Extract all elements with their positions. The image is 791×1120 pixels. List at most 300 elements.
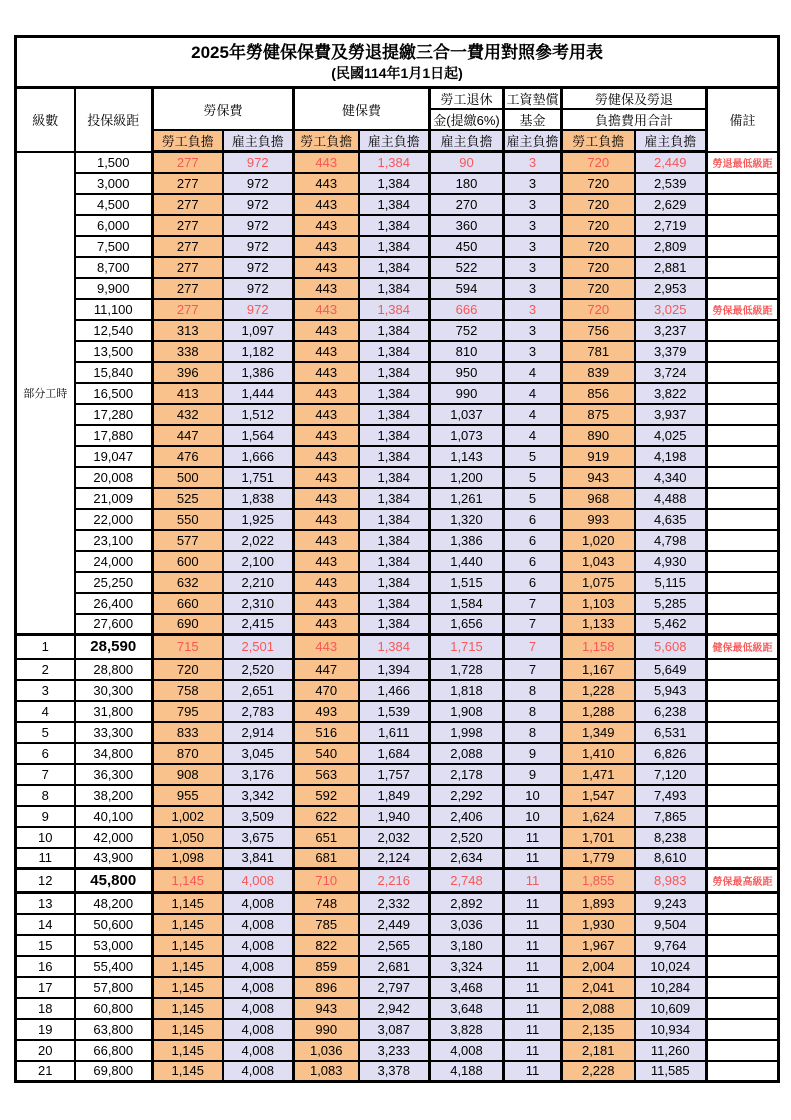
bracket-cell: 53,000: [75, 935, 153, 956]
bracket-cell: 13,500: [75, 341, 153, 362]
fee-cell: 277: [153, 194, 223, 215]
fee-cell: 1,145: [153, 1061, 223, 1082]
table-row: [16, 383, 779, 404]
fee-cell: 2,332: [359, 893, 430, 914]
fee-cell: 943: [294, 998, 359, 1019]
remark-cell: [707, 1040, 779, 1061]
fee-cell: 8: [504, 680, 562, 701]
fee-cell: 443: [294, 383, 359, 404]
fee-cell: 1,145: [153, 956, 223, 977]
bracket-cell: 3,000: [75, 173, 153, 194]
fee-cell: 4,008: [223, 869, 294, 893]
bracket-cell: 24,000: [75, 551, 153, 572]
fee-cell: 3,724: [635, 362, 707, 383]
col-header-wage-fund-line1: 工資墊償: [504, 88, 562, 110]
bracket-cell: 11,100: [75, 299, 153, 320]
fee-cell: 972: [223, 152, 294, 173]
fee-cell: 972: [223, 194, 294, 215]
fee-cell: 10: [504, 806, 562, 827]
fee-cell: 4,008: [223, 935, 294, 956]
fee-cell: 1,384: [359, 278, 430, 299]
fee-cell: 3,828: [430, 1019, 504, 1040]
fee-cell: 2,942: [359, 998, 430, 1019]
fee-cell: 833: [153, 722, 223, 743]
table-row: [16, 320, 779, 341]
fee-cell: 3,342: [223, 785, 294, 806]
remark-cell: [707, 530, 779, 551]
fee-cell: 9: [504, 764, 562, 785]
fee-cell: 810: [430, 341, 504, 362]
fee-cell: 592: [294, 785, 359, 806]
fee-cell: 443: [294, 257, 359, 278]
remark-cell: [707, 467, 779, 488]
fee-cell: 2,501: [223, 635, 294, 659]
fee-cell: 277: [153, 173, 223, 194]
fee-cell: 1,701: [562, 827, 635, 848]
fee-cell: 540: [294, 743, 359, 764]
fee-cell: 1,444: [223, 383, 294, 404]
fee-cell: 972: [223, 278, 294, 299]
fee-cell: 7: [504, 614, 562, 635]
fee-cell: 11: [504, 869, 562, 893]
fee-cell: 1,200: [430, 467, 504, 488]
fee-cell: 896: [294, 977, 359, 998]
fee-cell: 1,930: [562, 914, 635, 935]
fee-cell: 2,210: [223, 572, 294, 593]
fee-cell: 8: [504, 701, 562, 722]
fee-cell: 3: [504, 236, 562, 257]
fee-cell: 950: [430, 362, 504, 383]
fee-cell: 5,115: [635, 572, 707, 593]
fee-cell: 2,881: [635, 257, 707, 278]
fee-cell: 4,340: [635, 467, 707, 488]
table-row: [16, 764, 779, 785]
fee-cell: 5,649: [635, 659, 707, 680]
table-row: [16, 1040, 779, 1061]
fee-cell: 1,818: [430, 680, 504, 701]
remark-cell: [707, 977, 779, 998]
fee-cell: 3,036: [430, 914, 504, 935]
fee-cell: 666: [430, 299, 504, 320]
level-cell: 7: [16, 764, 75, 785]
fee-cell: 11: [504, 977, 562, 998]
fee-cell: 795: [153, 701, 223, 722]
level-cell: 8: [16, 785, 75, 806]
fee-cell: 7,865: [635, 806, 707, 827]
fee-cell: 5: [504, 446, 562, 467]
table-row: [16, 593, 779, 614]
fee-table: [14, 35, 780, 1083]
fee-cell: 8,238: [635, 827, 707, 848]
fee-cell: 6,238: [635, 701, 707, 722]
bracket-cell: 42,000: [75, 827, 153, 848]
fee-cell: 5,285: [635, 593, 707, 614]
fee-cell: 277: [153, 299, 223, 320]
fee-cell: 2,415: [223, 614, 294, 635]
remark-cell: [707, 614, 779, 635]
fee-cell: 90: [430, 152, 504, 173]
col-header-bracket: 投保級距: [75, 88, 153, 152]
fee-cell: 4,798: [635, 530, 707, 551]
fee-cell: 360: [430, 215, 504, 236]
fee-cell: 2,292: [430, 785, 504, 806]
fee-cell: 1,384: [359, 446, 430, 467]
fee-cell: 972: [223, 236, 294, 257]
fee-cell: 443: [294, 530, 359, 551]
remark-cell: [707, 743, 779, 764]
fee-cell: 1,967: [562, 935, 635, 956]
remark-cell: [707, 680, 779, 701]
fee-cell: 1,384: [359, 257, 430, 278]
fee-cell: 3,648: [430, 998, 504, 1019]
fee-cell: 2,449: [359, 914, 430, 935]
fee-cell: 5,462: [635, 614, 707, 635]
bracket-cell: 12,540: [75, 320, 153, 341]
fee-cell: 4,008: [223, 956, 294, 977]
remark-cell: [707, 1061, 779, 1082]
fee-cell: 2,088: [430, 743, 504, 764]
fee-cell: 443: [294, 635, 359, 659]
fee-cell: 443: [294, 404, 359, 425]
fee-cell: 5: [504, 467, 562, 488]
fee-cell: 1,925: [223, 509, 294, 530]
fee-cell: 748: [294, 893, 359, 914]
remark-cell: [707, 827, 779, 848]
fee-cell: 2,748: [430, 869, 504, 893]
fee-cell: 3: [504, 278, 562, 299]
remark-cell: 健保最低級距: [707, 635, 779, 659]
fee-cell: 3: [504, 194, 562, 215]
fee-cell: 3: [504, 341, 562, 362]
fee-cell: 1,145: [153, 1019, 223, 1040]
fee-cell: 720: [562, 257, 635, 278]
fee-cell: 4: [504, 383, 562, 404]
col-header-wage-fund-line2: 基金: [504, 109, 562, 130]
fee-cell: 9,243: [635, 893, 707, 914]
fee-cell: 1,182: [223, 341, 294, 362]
table-row: [16, 278, 779, 299]
fee-cell: 3: [504, 299, 562, 320]
table-row: [16, 362, 779, 383]
fee-cell: 993: [562, 509, 635, 530]
fee-cell: 3,509: [223, 806, 294, 827]
table-row: [16, 998, 779, 1019]
fee-cell: 4,188: [430, 1061, 504, 1082]
fee-cell: 493: [294, 701, 359, 722]
fee-cell: 2,681: [359, 956, 430, 977]
fee-cell: 594: [430, 278, 504, 299]
fee-cell: 1,384: [359, 467, 430, 488]
fee-cell: 758: [153, 680, 223, 701]
table-row: [16, 446, 779, 467]
fee-cell: 11: [504, 914, 562, 935]
fee-cell: 443: [294, 593, 359, 614]
fee-cell: 4,008: [223, 1019, 294, 1040]
fee-cell: 443: [294, 278, 359, 299]
fee-cell: 1,145: [153, 935, 223, 956]
remark-cell: [707, 488, 779, 509]
remark-cell: [707, 425, 779, 446]
subheader-labor-worker: 勞工負擔: [153, 130, 223, 152]
fee-cell: 3,045: [223, 743, 294, 764]
subheader-total-employer: 雇主負擔: [635, 130, 707, 152]
bracket-cell: 30,300: [75, 680, 153, 701]
level-cell: 11: [16, 848, 75, 869]
fee-cell: 9,504: [635, 914, 707, 935]
remark-cell: [707, 806, 779, 827]
fee-cell: 470: [294, 680, 359, 701]
fee-cell: 752: [430, 320, 504, 341]
bracket-cell: 25,250: [75, 572, 153, 593]
bracket-cell: 28,590: [75, 635, 153, 659]
fee-cell: 6: [504, 530, 562, 551]
fee-cell: 1,547: [562, 785, 635, 806]
fee-cell: 443: [294, 362, 359, 383]
remark-cell: 勞保最高級距: [707, 869, 779, 893]
fee-cell: 1,998: [430, 722, 504, 743]
table-row: [16, 701, 779, 722]
fee-cell: 2,216: [359, 869, 430, 893]
fee-cell: 1,515: [430, 572, 504, 593]
remark-cell: [707, 194, 779, 215]
fee-cell: 972: [223, 299, 294, 320]
remark-cell: [707, 593, 779, 614]
fee-cell: 2,124: [359, 848, 430, 869]
fee-cell: 1,384: [359, 194, 430, 215]
fee-cell: 1,145: [153, 869, 223, 893]
bracket-cell: 21,009: [75, 488, 153, 509]
table-body: [16, 152, 779, 1082]
fee-cell: 1,838: [223, 488, 294, 509]
fee-cell: 443: [294, 488, 359, 509]
fee-cell: 2,719: [635, 215, 707, 236]
fee-cell: 1,103: [562, 593, 635, 614]
level-cell: 5: [16, 722, 75, 743]
remark-cell: [707, 551, 779, 572]
bracket-cell: 63,800: [75, 1019, 153, 1040]
bracket-cell: 34,800: [75, 743, 153, 764]
fee-cell: 447: [153, 425, 223, 446]
remark-cell: [707, 362, 779, 383]
remark-cell: 勞退最低級距: [707, 152, 779, 173]
fee-cell: 522: [430, 257, 504, 278]
fee-cell: 1,349: [562, 722, 635, 743]
remark-cell: [707, 341, 779, 362]
fee-cell: 720: [562, 215, 635, 236]
table-row: [16, 488, 779, 509]
fee-cell: 450: [430, 236, 504, 257]
remark-cell: [707, 659, 779, 680]
bracket-cell: 4,500: [75, 194, 153, 215]
bracket-cell: 17,280: [75, 404, 153, 425]
fee-cell: 2,565: [359, 935, 430, 956]
fee-cell: 890: [562, 425, 635, 446]
fee-cell: 277: [153, 278, 223, 299]
fee-cell: 1,384: [359, 173, 430, 194]
fee-cell: 1,624: [562, 806, 635, 827]
fee-cell: 1,145: [153, 1040, 223, 1061]
fee-cell: 5,608: [635, 635, 707, 659]
fee-cell: 2,032: [359, 827, 430, 848]
fee-cell: 2,310: [223, 593, 294, 614]
fee-cell: 781: [562, 341, 635, 362]
fee-cell: 720: [562, 236, 635, 257]
level-cell: 18: [16, 998, 75, 1019]
subheader-pension-employer: 雇主負擔: [430, 130, 504, 152]
fee-cell: 1,143: [430, 446, 504, 467]
level-cell: 14: [16, 914, 75, 935]
fee-cell: 1,228: [562, 680, 635, 701]
fee-cell: 972: [223, 257, 294, 278]
fee-cell: 432: [153, 404, 223, 425]
fee-cell: 875: [562, 404, 635, 425]
fee-cell: 7,493: [635, 785, 707, 806]
table-row: [16, 956, 779, 977]
subheader-total-worker: 勞工負擔: [562, 130, 635, 152]
fee-cell: 1,037: [430, 404, 504, 425]
table-row: [16, 785, 779, 806]
fee-cell: 856: [562, 383, 635, 404]
fee-cell: 720: [562, 299, 635, 320]
fee-cell: 516: [294, 722, 359, 743]
fee-cell: 1,386: [223, 362, 294, 383]
fee-cell: 972: [223, 215, 294, 236]
bracket-cell: 1,500: [75, 152, 153, 173]
fee-cell: 525: [153, 488, 223, 509]
fee-cell: 1,584: [430, 593, 504, 614]
bracket-cell: 57,800: [75, 977, 153, 998]
bracket-cell: 48,200: [75, 893, 153, 914]
col-header-pension-line2: 金(提繳6%): [430, 109, 504, 130]
bracket-cell: 23,100: [75, 530, 153, 551]
fee-cell: 1,384: [359, 635, 430, 659]
fee-cell: 660: [153, 593, 223, 614]
bracket-cell: 7,500: [75, 236, 153, 257]
fee-cell: 1,384: [359, 425, 430, 446]
title-row: [16, 37, 779, 88]
level-cell: 12: [16, 869, 75, 893]
remark-cell: [707, 173, 779, 194]
fee-cell: 11: [504, 1019, 562, 1040]
table-row: [16, 194, 779, 215]
fee-cell: 3,324: [430, 956, 504, 977]
fee-cell: 2,041: [562, 977, 635, 998]
remark-cell: [707, 320, 779, 341]
fee-cell: 10,284: [635, 977, 707, 998]
fee-cell: 2,004: [562, 956, 635, 977]
table-row: [16, 257, 779, 278]
bracket-cell: 6,000: [75, 215, 153, 236]
fee-cell: 1,145: [153, 998, 223, 1019]
fee-cell: 632: [153, 572, 223, 593]
fee-cell: 5,943: [635, 680, 707, 701]
bracket-cell: 16,500: [75, 383, 153, 404]
fee-cell: 3,379: [635, 341, 707, 362]
fee-cell: 8: [504, 722, 562, 743]
fee-cell: 1,145: [153, 914, 223, 935]
fee-cell: 11: [504, 827, 562, 848]
fee-cell: 1,158: [562, 635, 635, 659]
remark-cell: [707, 572, 779, 593]
fee-cell: 1,384: [359, 236, 430, 257]
fee-cell: 1,893: [562, 893, 635, 914]
fee-cell: 870: [153, 743, 223, 764]
remark-cell: [707, 785, 779, 806]
fee-cell: 4,008: [223, 977, 294, 998]
fee-cell: 3: [504, 320, 562, 341]
fee-cell: 338: [153, 341, 223, 362]
fee-cell: 2,629: [635, 194, 707, 215]
col-header-level: 級數: [16, 88, 75, 152]
fee-cell: 3: [504, 257, 562, 278]
level-cell: 10: [16, 827, 75, 848]
fee-cell: 1,002: [153, 806, 223, 827]
fee-cell: 1,167: [562, 659, 635, 680]
fee-cell: 3,025: [635, 299, 707, 320]
fee-cell: 651: [294, 827, 359, 848]
fee-cell: 443: [294, 299, 359, 320]
fee-cell: 2,181: [562, 1040, 635, 1061]
fee-cell: 6,826: [635, 743, 707, 764]
fee-cell: 943: [562, 467, 635, 488]
fee-cell: 1,097: [223, 320, 294, 341]
level-cell: 6: [16, 743, 75, 764]
remark-cell: [707, 764, 779, 785]
fee-cell: 4,008: [223, 1061, 294, 1082]
fee-cell: 6: [504, 572, 562, 593]
remark-cell: [707, 278, 779, 299]
fee-cell: 1,466: [359, 680, 430, 701]
fee-cell: 1,145: [153, 893, 223, 914]
fee-cell: 2,539: [635, 173, 707, 194]
subheader-wage-fund-employer: 雇主負擔: [504, 130, 562, 152]
table-row: [16, 977, 779, 998]
fee-cell: 8,983: [635, 869, 707, 893]
fee-cell: 1,656: [430, 614, 504, 635]
fee-cell: 955: [153, 785, 223, 806]
page-title: 2025年勞健保保費及勞退提繳三合一費用對照參考用表: [191, 43, 603, 62]
bracket-cell: 45,800: [75, 869, 153, 893]
fee-cell: 11: [504, 893, 562, 914]
col-header-total-line2: 負擔費用合計: [562, 109, 707, 130]
fee-cell: 443: [294, 236, 359, 257]
fee-cell: 756: [562, 320, 635, 341]
remark-cell: [707, 956, 779, 977]
fee-cell: 3,087: [359, 1019, 430, 1040]
bracket-cell: 20,008: [75, 467, 153, 488]
table-row: [16, 467, 779, 488]
bracket-cell: 50,600: [75, 914, 153, 935]
fee-cell: 1,384: [359, 509, 430, 530]
bracket-cell: 43,900: [75, 848, 153, 869]
fee-cell: 1,145: [153, 977, 223, 998]
fee-cell: 1,384: [359, 488, 430, 509]
fee-cell: 443: [294, 551, 359, 572]
level-cell: 4: [16, 701, 75, 722]
fee-cell: 839: [562, 362, 635, 383]
fee-cell: 1,394: [359, 659, 430, 680]
remark-cell: [707, 236, 779, 257]
level-cell: 1: [16, 635, 75, 659]
fee-cell: 277: [153, 236, 223, 257]
fee-cell: 715: [153, 635, 223, 659]
fee-cell: 7: [504, 593, 562, 614]
bracket-cell: 28,800: [75, 659, 153, 680]
bracket-cell: 40,100: [75, 806, 153, 827]
fee-cell: 1,384: [359, 299, 430, 320]
fee-cell: 859: [294, 956, 359, 977]
fee-cell: 270: [430, 194, 504, 215]
